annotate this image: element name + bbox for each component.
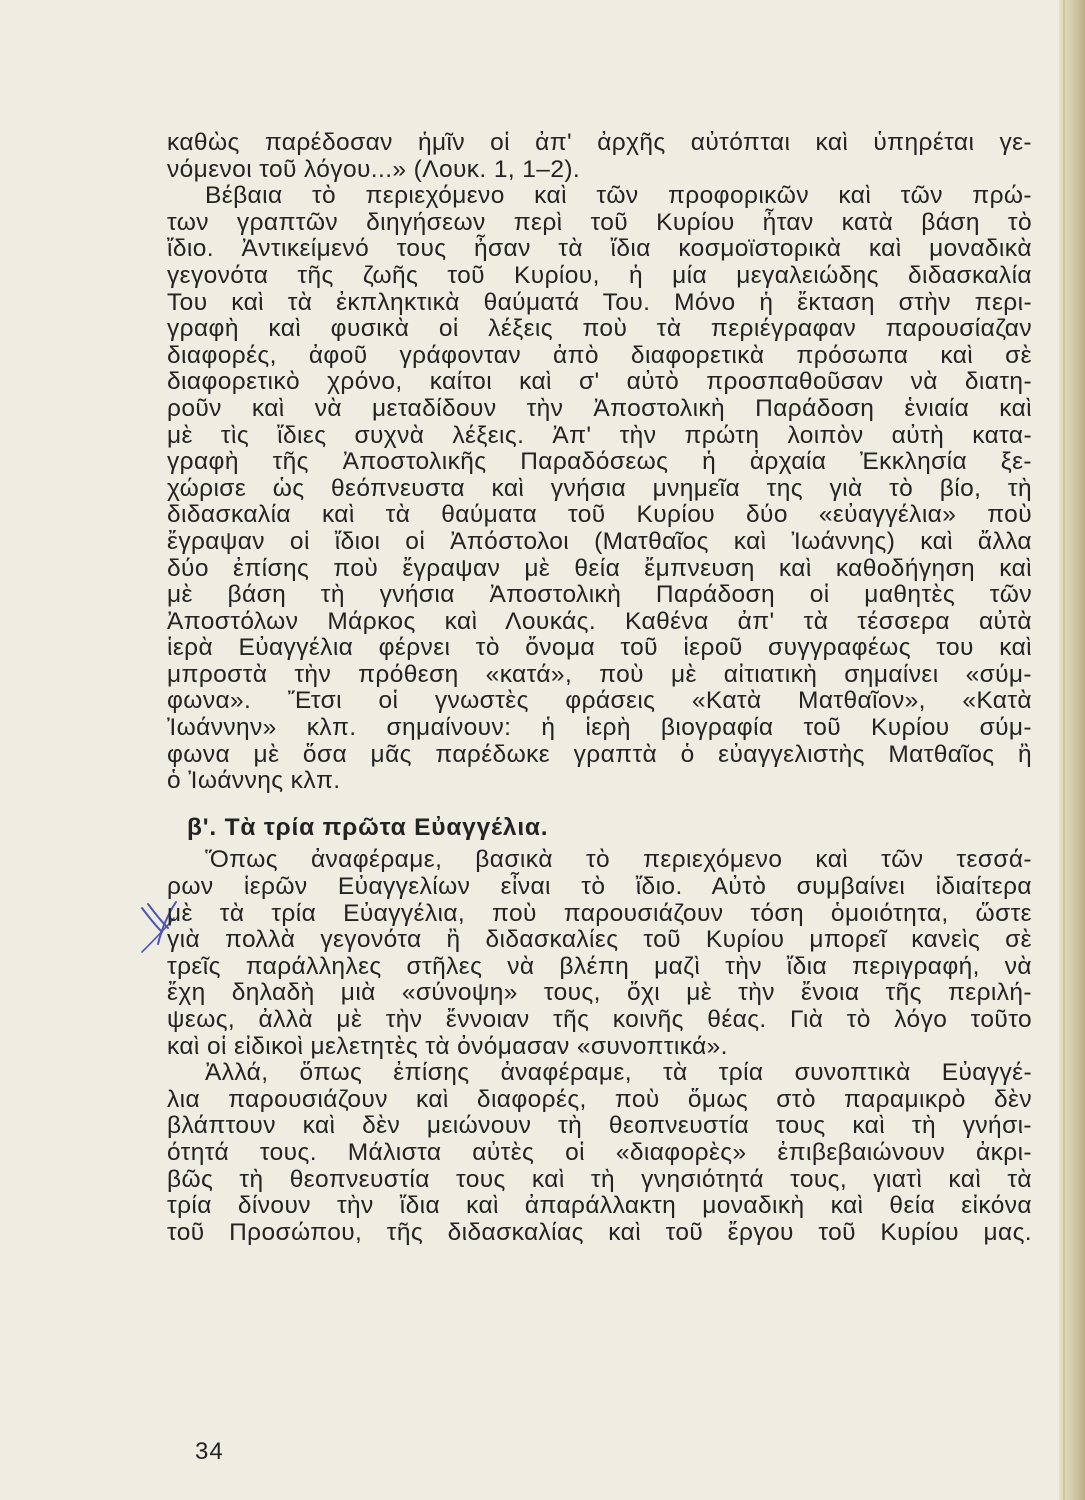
text-line: ὁ Ἰωάννης κλπ. [167,767,341,795]
spacer [167,795,1032,815]
text-line: γραφὴ καὶ φυσικὰ οἱ λέξεις ποὺ τὰ περιέγραφαν παρουσίαζαν [167,315,1032,343]
text-line: νόμενοι τοῦ λόγου...» (Λουκ. 1, 1–2). [167,155,581,183]
text-line: μὲ τὰ τρία Εὐαγγέλια, ποὺ παρουσιάζουν τόση ὁμοιότητα, ὥστε [167,899,1032,927]
text-line: μὲ τὶς ἴδιες συχνὰ λέξεις. Ἀπ' τὴν πρώτη λοιπὸν αὐτὴ κατα- [167,421,1032,449]
text-line: φωνα μὲ ὅσα μᾶς παρέδωκε γραπτὰ ὁ εὐαγγελιστὴς Ματθαῖος ἢ [167,740,1032,768]
text-line: γιὰ πολλὰ γεγονότα ἢ διδασκαλίες τοῦ Κυρίου μπορεῖ κανεὶς σὲ [167,926,1032,954]
text-line: ότητά τους. Μάλιστα αὐτὲς οἱ «διαφορὲς» ἐπιβεβαιώνουν ἀκρι- [167,1138,1032,1166]
text-line: Ὅπως ἀναφέραμε, βασικὰ τὸ περιεχόμενο καὶ τῶν τεσσά- [205,846,1032,874]
text-line: Του καὶ τὰ ἐκπληκτικὰ θαύματά Του. Μόνο ἡ ἔκταση στὴν περι- [167,288,1032,316]
text-line: Ἰωάννην» κλπ. σημαίνουν: ἡ ἱερὴ βιογραφία τοῦ Κυρίου σύμ- [167,714,1032,742]
text-line: φωνα». Ἔτσι οἱ γνωστὲς φράσεις «Κατὰ Ματθαῖον», «Κατὰ [167,687,1032,715]
text-line: δύο ἐπίσης ποὺ ἔγραψαν μὲ θεία ἔμπνευση καὶ καθοδήγηση καὶ [167,554,1032,582]
text-line: ροῦν καὶ νὰ μεταδίδουν τὴν Ἀποστολικὴ Παράδοση ἑνιαία καὶ [167,394,1032,422]
text-line: γραφὴ τῆς Ἀποστολικῆς Παραδόσεως ἡ ἀρχαία Ἐκκλησία ξε- [167,448,1032,476]
text-line: διαφορές, ἀφοῦ γράφονταν ἀπὸ διαφορετικὰ πρόσωπα καὶ σὲ [167,341,1032,369]
text-line: Βέβαια τὸ περιεχόμενο καὶ τῶν προφορικῶν καὶ τῶν πρώ- [205,182,1032,210]
text-line: χώρισε ὡς θεόπνευστα καὶ γνήσια μνημεῖα της γιὰ τὸ βίο, τὴ [167,474,1032,502]
text-block [167,130,1032,1246]
text-line: ἔγραψαν οἱ ἴδιοι οἱ Ἀπόστολοι (Ματθαῖος καὶ Ἰωάννης) καὶ ἄλλα [167,527,1032,555]
text-line: μὲ βάση τὴ γνήσια Ἀποστολικὴ Παράδοση οἱ μαθητὲς τῶν [167,581,1032,609]
page-edge-line [1063,0,1065,1500]
text-line: τρία δίνουν τὴν ἴδια καὶ ἀπαράλλακτη μοναδικὴ καὶ θεία εἰκόνα [167,1192,1032,1220]
text-line: διαφορετικὸ χρόνο, καίτοι καὶ σ' αὐτὸ προσπαθοῦσαν νὰ διατη- [167,368,1032,396]
text-line: Ἀποστόλων Μάρκος καὶ Λουκάς. Καθένα ἀπ' τὰ τέσσερα αὐτὰ [167,607,1032,635]
text-line: Ἀλλά, ὅπως ἐπίσης ἀναφέραμε, τὰ τρία συνοπτικὰ Εὐαγγέ- [205,1059,1032,1087]
text-line: βλάπτουν καὶ δὲν μειώνουν τὴ θεοπνευστία τους καὶ τὴ γνήσι- [167,1112,1032,1140]
text-line: καὶ οἱ εἰδικοὶ μελετητὲς τὰ ὀνόμασαν «συνοπτικά». [167,1032,728,1060]
text-line: τρεῖς παράλληλες στῆλες νὰ βλέπη μαζὶ τὴν ἴδια περιγραφή, νὰ [167,952,1032,980]
text-line: καθὼς παρέδοσαν ἡμῖν οἱ ἀπ' ἀρχῆς αὐτόπται καὶ ὑπηρέται γε- [167,129,1032,156]
text-line: ψεως, ἀλλὰ μὲ τὴν ἔννοιαν τῆς κοινῆς θέας. Γιὰ τὸ λόγο τοῦτο [167,1006,1032,1033]
section-heading: β'. Τὰ τρία πρῶτα Εὐαγγέλια. [187,813,549,841]
text-line: διδασκαλία καὶ τὰ θαύματα τοῦ Κυρίου δύο «εὐαγγέλια» ποὺ [167,501,1032,529]
text-line: ρων ἱερῶν Εὐαγγελίων εἶναι τὸ ἴδιο. Αὐτὸ συμβαίνει ἰδιαίτερα [167,873,1032,901]
text-line: λια παρουσιάζουν καὶ διαφορές, ποὺ ὅμως στὸ παραμικρὸ δὲν [167,1085,1032,1113]
text-line: βῶς τὴ θεοπνευστία τους καὶ τὴ γνησιότητά τους, γιατὶ καὶ τὰ [167,1165,1032,1193]
text-line: των γραπτῶν διηγήσεων περὶ τοῦ Κυρίου ἦταν κατὰ βάση τὸ [167,208,1032,236]
page-number: 34 [195,1438,224,1465]
text-line: τοῦ Προσώπου, τῆς διδασκαλίας καὶ τοῦ ἔργου τοῦ Κυρίου μας. [167,1218,1032,1246]
text-line: ἴδιο. Ἀντικείμενό τους ἦσαν τὰ ἴδια κοσμοϊστορικὰ καὶ μοναδικὰ [167,235,1032,263]
text-line: μπροστὰ τὴν πρόθεση «κατά», ποὺ μὲ αἰτιατικὴ σημαίνει «σύμ- [167,660,1032,688]
text-line: ἱερὰ Εὐαγγέλια φέρνει τὸ ὄνομα τοῦ ἱεροῦ συγγραφέως του καὶ [167,634,1032,662]
text-line: γεγονότα τῆς ζωῆς τοῦ Κυρίου, ἡ μία μεγαλειώδης διδασκαλία [167,261,1032,289]
text-line: ἔχη δηλαδὴ μιὰ «σύνοψη» τους, ὄχι μὲ τὴν ἔνοια τῆς περιλή- [167,979,1032,1007]
